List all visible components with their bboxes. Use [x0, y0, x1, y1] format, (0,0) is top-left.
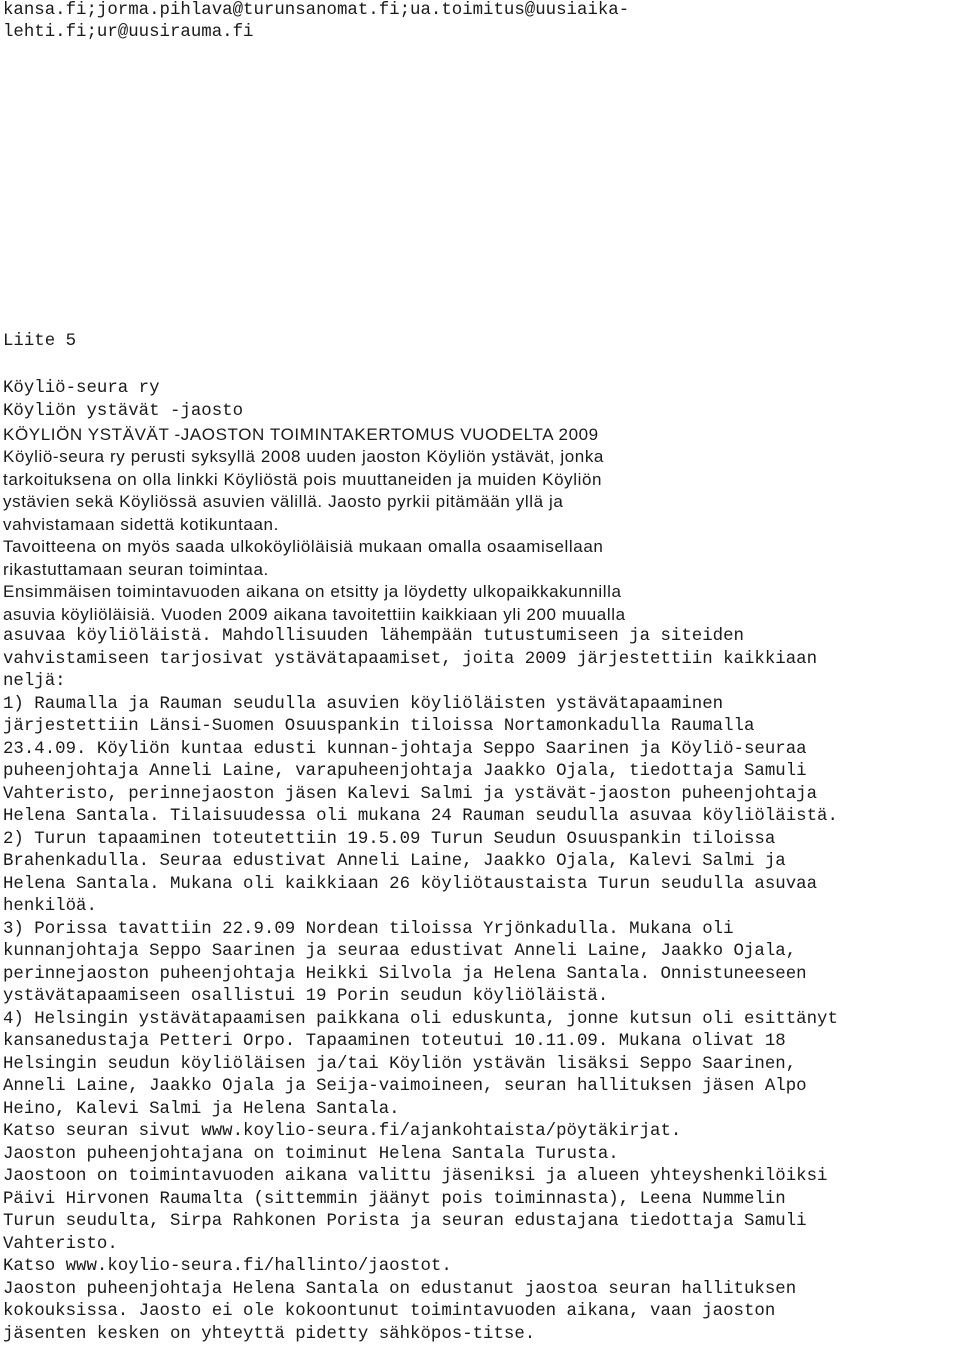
body-line: 3) Porissa tavattiin 22.9.09 Nordean tiloissa Yrjönkadulla. Mukana oli [3, 920, 734, 939]
body-line: asuvia köyliöläisiä. Vuoden 2009 aikana tavoitettiin kaikkiaan yli 200 muualla [3, 605, 626, 624]
body-line: puheenjohtaja Anneli Laine, varapuheenjohtaja Jaakko Ojala, tiedottaja Samuli [3, 762, 807, 781]
body-line: 2) Turun tapaaminen toteutettiin 19.5.09 Turun Seudun Osuuspankin tiloissa [3, 830, 776, 849]
body-line: Jaoston puheenjohtaja Helena Santala on edustanut jaostoa seuran hallituksen [3, 1280, 797, 1299]
body-line: Helena Santala. Tilaisuudessa oli mukana 24 Rauman seudulla asuvaa köyliöläistä. [3, 807, 838, 826]
body-line: Päivi Hirvonen Raumalta (sittemmin jäänyt pois toiminnasta), Leena Nummelin [3, 1190, 786, 1209]
attachment-label: Liite 5 [3, 332, 77, 351]
body-line: Katso www.koylio-seura.fi/hallinto/jaostot. [3, 1257, 452, 1276]
body-line: Köyliö-seura ry perusti syksyllä 2008 uuden jaoston Köyliön ystävät, jonka [3, 447, 604, 466]
body-line: Turun seudulta, Sirpa Rahkonen Porista ja seuran edustajana tiedottaja Samuli [3, 1212, 807, 1231]
body-line: henkilöä. [3, 897, 97, 916]
body-line: kunnanjohtaja Seppo Saarinen ja seuraa edustivat Anneli Laine, Jaakko Ojala, [3, 942, 797, 961]
body-line: rikastuttamaan seuran toimintaa. [3, 560, 269, 579]
body-line: vahvistamaan sidettä kotikuntaan. [3, 515, 279, 534]
body-line: Katso seuran sivut www.koylio-seura.fi/ajankohtaista/pöytäkirjat. [3, 1122, 682, 1141]
header-email-line-1: kansa.fi;jorma.pihlava@turunsanomat.fi;ua.toimitus@uusiaika- [3, 1, 630, 20]
report-title: KÖYLIÖN YSTÄVÄT -JAOSTON TOIMINTAKERTOMUS VUODELTA 2009 [3, 425, 599, 444]
body-line: Helena Santala. Mukana oli kaikkiaan 26 köyliötaustaista Turun seudulla asuvaa [3, 875, 818, 894]
body-line: tarkoituksena on olla linkki Köyliöstä pois muuttaneiden ja muiden Köyliön [3, 470, 603, 489]
header-email-line-2: lehti.fi;ur@uusirauma.fi [3, 23, 254, 42]
body-line: kansanedustaja Petteri Orpo. Tapaaminen toteutui 10.11.09. Mukana olivat 18 [3, 1032, 786, 1051]
body-line: 23.4.09. Köyliön kuntaa edusti kunnan-johtaja Seppo Saarinen ja Köyliö-seuraa [3, 740, 807, 759]
body-line: Helsingin seudun köyliöläisen ja/tai Köyliön ystävän lisäksi Seppo Saarinen, [3, 1055, 797, 1074]
body-line: Vahteristo. [3, 1235, 118, 1254]
body-line: 1) Raumalla ja Rauman seudulla asuvien köyliöläisten ystävätapaaminen [3, 695, 724, 714]
body-line: ystävien sekä Köyliössä asuvien välillä. Jaosto pyrkii pitämään yllä ja [3, 492, 564, 511]
body-line: Jaoston puheenjohtajana on toiminut Helena Santala Turusta. [3, 1145, 619, 1164]
body-line: Ensimmäisen toimintavuoden aikana on etsitty ja löydetty ulkopaikkakunnilla [3, 582, 622, 601]
body-line: perinnejaoston puheenjohtaja Heikki Silvola ja Helena Santala. Onnistuneeseen [3, 965, 807, 984]
body-line: Anneli Laine, Jaakko Ojala ja Seija-vaimoineen, seuran hallituksen jäsen Alpo [3, 1077, 807, 1096]
body-line: Jaostoon on toimintavuoden aikana valittu jäseniksi ja alueen yhteyshenkilöiksi [3, 1167, 828, 1186]
body-line: järjestettiin Länsi-Suomen Osuuspankin tiloissa Nortamonkadulla Raumalla [3, 717, 755, 736]
body-line: neljä: [3, 672, 66, 691]
body-line: Heino, Kalevi Salmi ja Helena Santala. [3, 1100, 400, 1119]
body-line: vahvistamiseen tarjosivat ystävätapaamiset, joita 2009 järjestettiin kaikkiaan [3, 650, 818, 669]
body-line: 4) Helsingin ystävätapaamisen paikkana oli eduskunta, jonne kutsun oli esittänyt [3, 1010, 838, 1029]
organization-name: Köyliö-seura ry [3, 379, 160, 398]
body-line: Vahteristo, perinnejaoston jäsen Kalevi Salmi ja ystävät-jaoston puheenjohtaja [3, 785, 818, 804]
section-name: Köyliön ystävät -jaosto [3, 402, 244, 421]
body-line: jäsenten kesken on yhteyttä pidetty sähköpos-titse. [3, 1325, 536, 1344]
body-line: Brahenkadulla. Seuraa edustivat Anneli Laine, Jaakko Ojala, Kalevi Salmi ja [3, 852, 786, 871]
body-line: Tavoitteena on myös saada ulkoköyliöläisiä mukaan omalla osaamisellaan [3, 537, 604, 556]
body-line: asuvaa köyliöläistä. Mahdollisuuden lähempään tutustumiseen ja siteiden [3, 627, 744, 646]
body-line: kokouksissa. Jaosto ei ole kokoontunut toimintavuoden aikana, vaan jaoston [3, 1302, 776, 1321]
body-line: ystävätapaamiseen osallistui 19 Porin seudun köyliöläistä. [3, 987, 609, 1006]
